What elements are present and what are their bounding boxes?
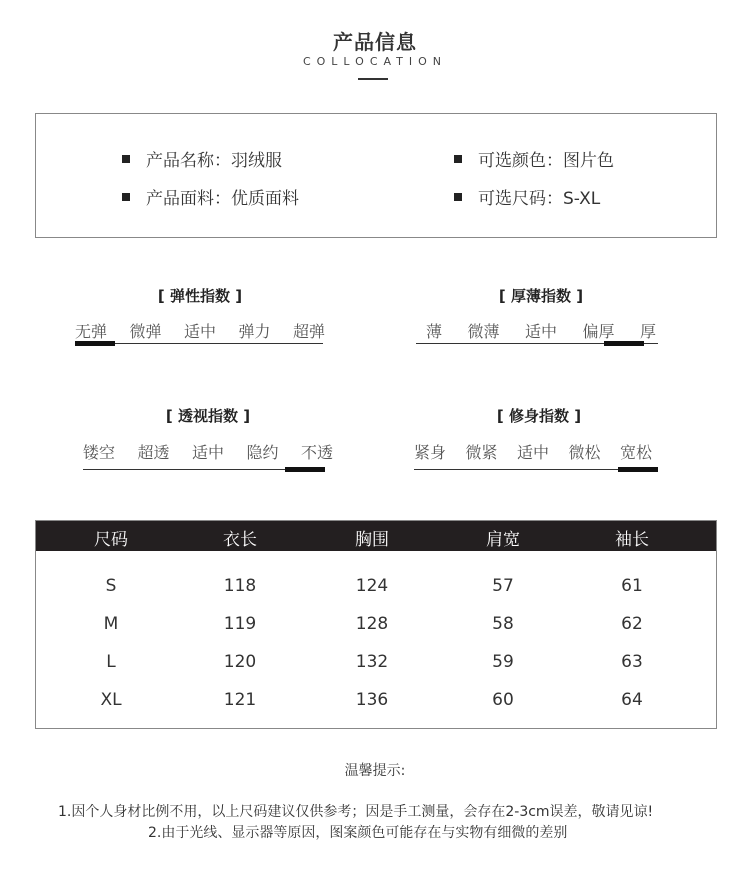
tips-line-1: 1.因个人身材比例不用，以上尺码建议仅供参考；因是手工测量，会存在2-3cm误差，敬请见谅!	[58, 804, 654, 820]
elastic-option: 微弹	[129, 322, 162, 341]
table-cell: 59	[492, 652, 514, 672]
elastic-option: 无弹	[75, 322, 108, 341]
elastic-option: 弹力	[238, 322, 271, 341]
transparency-index	[83, 405, 333, 475]
header-cell: 衣长	[223, 530, 257, 550]
table-cell: 61	[621, 576, 643, 596]
thickness-option: 微薄	[467, 322, 500, 341]
info-name-text: 产品名称：羽绒服	[146, 151, 282, 171]
thickness-index	[416, 285, 666, 355]
table-cell: 62	[621, 614, 643, 634]
elastic-selected-marker	[75, 341, 115, 346]
table-cell: 118	[223, 576, 257, 596]
table-cell: S	[105, 576, 117, 596]
info-item-size	[454, 184, 600, 209]
table-cell: 128	[355, 614, 389, 634]
page-title: 产品信息	[333, 30, 417, 54]
thickness-option: 适中	[524, 322, 557, 341]
info-fabric-text: 产品面料：优质面料	[146, 189, 299, 209]
size-table-header	[36, 521, 716, 551]
header-cell: 袖长	[615, 530, 649, 550]
table-cell: 132	[355, 652, 389, 672]
product-info-box	[35, 113, 717, 238]
tips-line-2: 2.由于光线、显示器等原因，图案颜色可能存在与实物有细微的差别	[148, 825, 568, 841]
thickness-index-title: [ 厚薄指数 ]	[498, 287, 584, 305]
bullet-icon	[454, 155, 462, 163]
info-item-color	[454, 146, 614, 171]
elastic-index-options	[75, 319, 325, 342]
transparency-option: 超透	[137, 443, 170, 462]
title-divider	[358, 78, 388, 80]
fit-option: 微松	[568, 443, 601, 462]
info-item-fabric	[122, 184, 299, 209]
transparency-index-options	[83, 440, 333, 463]
fit-option: 宽松	[619, 443, 652, 462]
bullet-icon	[454, 193, 462, 201]
transparency-option: 适中	[191, 443, 224, 462]
table-cell: XL	[100, 690, 122, 710]
transparency-index-title: [ 透视指数 ]	[165, 407, 251, 425]
thickness-option: 偏厚	[582, 322, 615, 341]
table-cell: 121	[223, 690, 257, 710]
thickness-index-options	[416, 319, 666, 342]
table-cell: 63	[621, 652, 643, 672]
bullet-icon	[122, 155, 130, 163]
table-cell: M	[103, 614, 119, 634]
transparency-option: 镂空	[83, 443, 116, 462]
table-cell: 124	[355, 576, 389, 596]
tips-title: 温馨提示:	[344, 763, 406, 779]
fit-option: 微紧	[465, 443, 498, 462]
fit-selected-marker	[618, 467, 658, 472]
table-cell: 64	[621, 690, 643, 710]
transparency-selected-marker	[285, 467, 325, 472]
transparency-option: 不透	[300, 443, 333, 462]
table-cell: 119	[223, 614, 257, 634]
elastic-option: 超弹	[292, 322, 325, 341]
thickness-option: 薄	[426, 322, 443, 341]
info-color-text: 可选颜色：图片色	[478, 151, 614, 171]
fit-index-title: [ 修身指数 ]	[496, 407, 582, 425]
fit-option: 适中	[516, 443, 549, 462]
thickness-option: 厚	[639, 322, 656, 341]
fit-option: 紧身	[414, 443, 447, 462]
transparency-option: 隐约	[246, 443, 279, 462]
fit-index-options	[414, 440, 652, 463]
header-cell: 尺码	[94, 530, 128, 550]
table-cell: 60	[492, 690, 514, 710]
thickness-selected-marker	[604, 341, 644, 346]
header-cell: 肩宽	[486, 530, 520, 550]
elastic-option: 适中	[183, 322, 216, 341]
table-cell: 136	[355, 690, 389, 710]
info-item-name	[122, 146, 282, 171]
table-cell: 57	[492, 576, 514, 596]
fit-index	[414, 405, 664, 475]
table-cell: 58	[492, 614, 514, 634]
table-cell: 120	[223, 652, 257, 672]
table-cell: L	[106, 652, 116, 672]
elastic-index	[75, 285, 325, 355]
header-cell: 胸围	[355, 530, 389, 550]
elastic-index-title: [ 弹性指数 ]	[157, 287, 243, 305]
bullet-icon	[122, 193, 130, 201]
page-subtitle: COLLOCATION	[302, 55, 448, 68]
size-table	[35, 520, 717, 729]
info-size-text: 可选尺码：S-XL	[478, 189, 601, 209]
